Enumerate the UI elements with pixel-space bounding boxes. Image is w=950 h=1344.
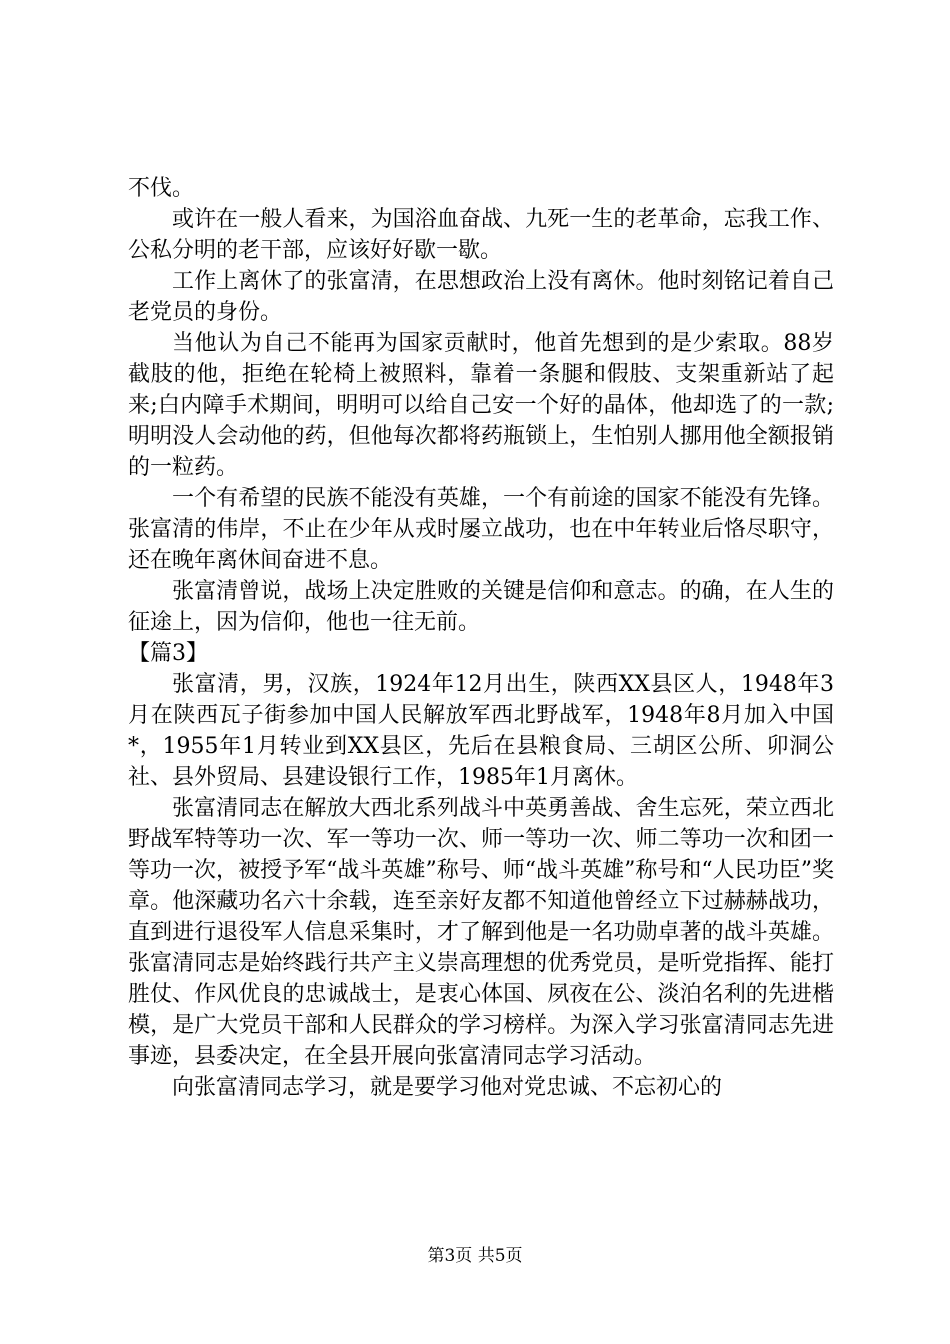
paragraph-1: 不伐。: [128, 176, 195, 201]
paragraph-2: 或许在一般人看来，为国浴血奋战、九死一生的老革命，忘我工作、公私分明的老干部，应该好好歇一歇。: [128, 207, 834, 263]
page-footer: 第3页 共5页: [427, 1246, 523, 1266]
paragraph-5: 一个有希望的民族不能没有英雄，一个有前途的国家不能没有先锋。张富清的伟岸，不止在少年从戎时屡立战功，也在中年转业后恪尽职守，还在晚年离休间奋进不息。: [128, 486, 834, 573]
document-body: [128, 173, 834, 1103]
paragraph-3: 工作上离休了的张富清，在思想政治上没有离休。他时刻铭记着自己老党员的身份。: [128, 269, 834, 325]
paragraph-7: 张富清，男，汉族，1924年12月出生，陕西XX县区人，1948年3月在陕西瓦子街参加中国人民解放军西北野战军，1948年8月加入中国*，1955年1月转业到XX县区，先后在县粮食局、三胡区公所、卯洞公社、县外贸局、县建设银行工作，1985年1月离休。: [128, 672, 834, 790]
section-heading: 【篇3】: [128, 641, 208, 666]
paragraph-9: 向张富清同志学习，就是要学习他对党忠诚、不忘初心的: [172, 1075, 723, 1100]
paragraph-6: 张富清曾说，战场上决定胜败的关键是信仰和意志。的确，在人生的征途上，因为信仰，他也一往无前。: [128, 579, 834, 635]
paragraph-4: 当他认为自己不能再为国家贡献时，他首先想到的是少索取。88岁截肢的他，拒绝在轮椅上被照料，靠着一条腿和假肢、支架重新站了起来;白内障手术期间，明明可以给自己安一个好的晶体，他却选了的一款;明明没人会动他的药，但他每次都将药瓶锁上，生怕别人挪用他全额报销的一粒药。: [128, 331, 834, 480]
paragraph-8: 张富清同志在解放大西北系列战斗中英勇善战、舍生忘死，荣立西北野战军特等功一次、军一等功一次、师一等功一次、师二等功一次和团一等功一次，被授予军“战斗英雄”称号、师“战斗英雄”称号和“人民功臣”奖章。他深藏功名六十余载，连至亲好友都不知道他曾经立下过赫赫战功，直到进行退役军人信息采集时，才了解到他是一名功勋卓著的战斗英雄。张富清同志是始终践行共产主义崇高理想的优秀党员，是听党指挥、能打胜仗、作风优良的忠诚战士，是衷心体国、夙夜在公、淡泊名利的先进楷模，是广大党员干部和人民群众的学习榜样。为深入学习张富清同志先进事迹，县委决定，在全县开展向张富清同志学习活动。: [128, 796, 834, 1069]
